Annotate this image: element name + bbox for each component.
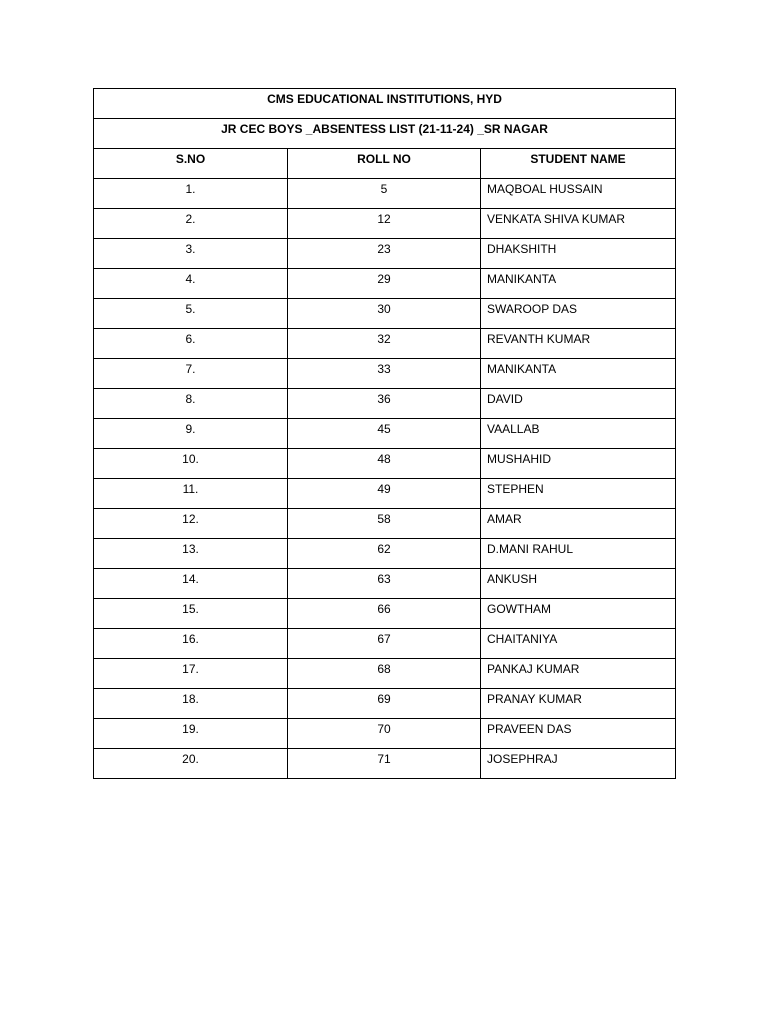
table-row xyxy=(94,599,676,629)
table-row xyxy=(94,329,676,359)
table-row xyxy=(94,539,676,569)
table-row xyxy=(94,659,676,689)
cell-sno: 8. xyxy=(94,389,288,419)
list-title: JR CEC BOYS _ABSENTESS LIST (21-11-24) _SR NAGAR xyxy=(94,119,676,149)
cell-student-name: DHAKSHITH xyxy=(481,239,676,269)
cell-sno: 4. xyxy=(94,269,288,299)
cell-student-name: ANKUSH xyxy=(481,569,676,599)
cell-sno: 6. xyxy=(94,329,288,359)
cell-student-name: PANKAJ KUMAR xyxy=(481,659,676,689)
cell-roll-no: 69 xyxy=(288,689,481,719)
cell-sno: 10. xyxy=(94,449,288,479)
cell-roll-no: 29 xyxy=(288,269,481,299)
cell-roll-no: 23 xyxy=(288,239,481,269)
table-row xyxy=(94,359,676,389)
cell-student-name: PRAVEEN DAS xyxy=(481,719,676,749)
cell-roll-no: 70 xyxy=(288,719,481,749)
cell-sno: 12. xyxy=(94,509,288,539)
column-header-roll-no: ROLL NO xyxy=(288,149,481,179)
cell-sno: 18. xyxy=(94,689,288,719)
cell-sno: 16. xyxy=(94,629,288,659)
table-row xyxy=(94,749,676,779)
cell-sno: 3. xyxy=(94,239,288,269)
cell-student-name: MANIKANTA xyxy=(481,359,676,389)
absentees-table xyxy=(93,88,676,779)
cell-sno: 15. xyxy=(94,599,288,629)
cell-student-name: D.MANI RAHUL xyxy=(481,539,676,569)
cell-student-name: AMAR xyxy=(481,509,676,539)
table-row xyxy=(94,689,676,719)
institution-row xyxy=(94,89,676,119)
cell-student-name: STEPHEN xyxy=(481,479,676,509)
cell-student-name: DAVID xyxy=(481,389,676,419)
header-row xyxy=(94,149,676,179)
cell-roll-no: 63 xyxy=(288,569,481,599)
cell-sno: 2. xyxy=(94,209,288,239)
cell-roll-no: 45 xyxy=(288,419,481,449)
cell-student-name: MANIKANTA xyxy=(481,269,676,299)
cell-sno: 11. xyxy=(94,479,288,509)
cell-roll-no: 30 xyxy=(288,299,481,329)
cell-sno: 14. xyxy=(94,569,288,599)
cell-roll-no: 67 xyxy=(288,629,481,659)
cell-sno: 5. xyxy=(94,299,288,329)
table-row xyxy=(94,179,676,209)
cell-roll-no: 32 xyxy=(288,329,481,359)
cell-roll-no: 33 xyxy=(288,359,481,389)
cell-student-name: SWAROOP DAS xyxy=(481,299,676,329)
cell-student-name: CHAITANIYA xyxy=(481,629,676,659)
cell-student-name: JOSEPHRAJ xyxy=(481,749,676,779)
cell-roll-no: 49 xyxy=(288,479,481,509)
column-header-student-name: STUDENT NAME xyxy=(481,149,676,179)
cell-student-name: VENKATA SHIVA KUMAR xyxy=(481,209,676,239)
cell-roll-no: 48 xyxy=(288,449,481,479)
institution-title: CMS EDUCATIONAL INSTITUTIONS, HYD xyxy=(94,89,676,119)
table-row xyxy=(94,629,676,659)
table-row xyxy=(94,719,676,749)
cell-student-name: PRANAY KUMAR xyxy=(481,689,676,719)
cell-roll-no: 58 xyxy=(288,509,481,539)
cell-student-name: GOWTHAM xyxy=(481,599,676,629)
table-row xyxy=(94,479,676,509)
table-row xyxy=(94,449,676,479)
cell-student-name: REVANTH KUMAR xyxy=(481,329,676,359)
table-row xyxy=(94,299,676,329)
cell-roll-no: 68 xyxy=(288,659,481,689)
cell-roll-no: 71 xyxy=(288,749,481,779)
cell-student-name: VAALLAB xyxy=(481,419,676,449)
list-title-row xyxy=(94,119,676,149)
table-row xyxy=(94,509,676,539)
column-header-sno: S.NO xyxy=(94,149,288,179)
table-row xyxy=(94,569,676,599)
table-row xyxy=(94,419,676,449)
cell-roll-no: 62 xyxy=(288,539,481,569)
cell-sno: 7. xyxy=(94,359,288,389)
cell-roll-no: 36 xyxy=(288,389,481,419)
cell-roll-no: 66 xyxy=(288,599,481,629)
cell-roll-no: 5 xyxy=(288,179,481,209)
cell-sno: 13. xyxy=(94,539,288,569)
cell-student-name: MUSHAHID xyxy=(481,449,676,479)
cell-sno: 1. xyxy=(94,179,288,209)
cell-student-name: MAQBOAL HUSSAIN xyxy=(481,179,676,209)
cell-sno: 20. xyxy=(94,749,288,779)
table-row xyxy=(94,239,676,269)
cell-roll-no: 12 xyxy=(288,209,481,239)
cell-sno: 19. xyxy=(94,719,288,749)
cell-sno: 9. xyxy=(94,419,288,449)
cell-sno: 17. xyxy=(94,659,288,689)
table-row xyxy=(94,269,676,299)
table-row xyxy=(94,389,676,419)
table-row xyxy=(94,209,676,239)
